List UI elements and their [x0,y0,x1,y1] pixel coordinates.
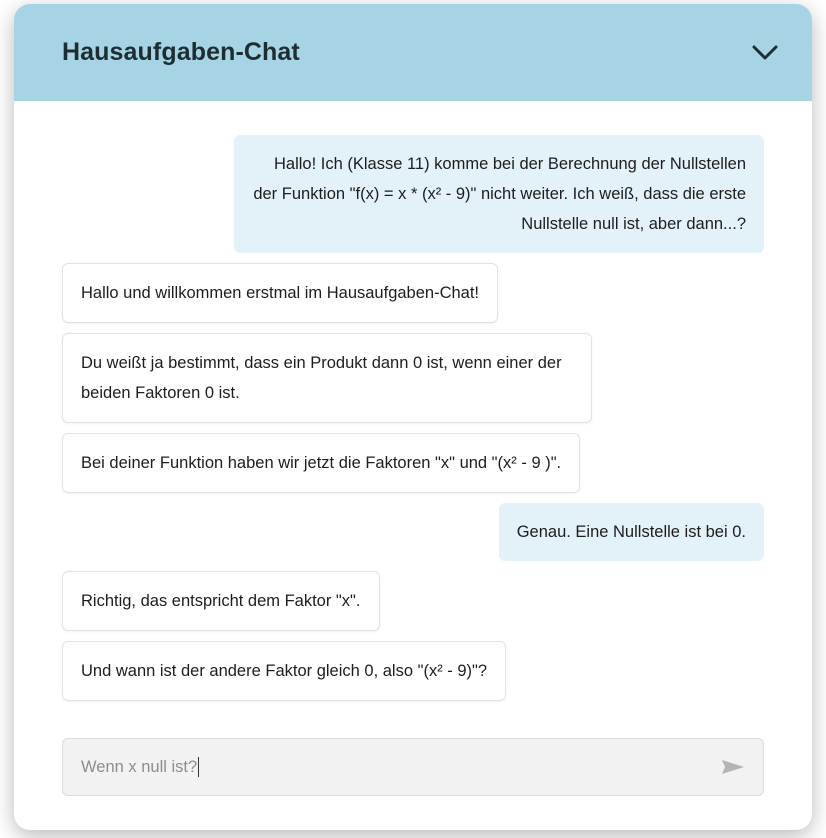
message-row [62,503,764,561]
message-row [62,135,764,253]
chat-bubble-bot: Richtig, das entspricht dem Faktor "x". [62,571,380,631]
message-list[interactable] [14,101,812,720]
message-row [62,263,764,323]
message-row [62,641,764,701]
message-input[interactable] [62,738,764,796]
chat-bubble-bot: Hallo und willkommen erstmal im Hausaufgaben-Chat! [62,263,498,323]
composer-area [14,720,812,830]
message-row [62,333,764,423]
chevron-down-icon[interactable] [748,36,782,70]
chat-bubble-bot: Du weißt ja bestimmt, dass ein Produkt dann 0 ist, wenn einer der beiden Faktoren 0 ist. [62,333,592,423]
chat-header [14,4,812,101]
chat-window [14,4,812,830]
text-caret [198,757,199,777]
send-arrow-icon[interactable] [717,751,749,783]
chat-bubble-bot: Und wann ist der andere Faktor gleich 0, also "(x² - 9)"? [62,641,506,701]
chat-bubble-user: Genau. Eine Nullstelle ist bei 0. [499,503,764,561]
chat-bubble-user: Hallo! Ich (Klasse 11) komme bei der Berechnung der Nullstellen der Funktion "f(x) = x * (x² - 9)" nicht weiter. Ich weiß, dass die erste Nullstelle null ist, aber dann...? [234,135,764,253]
page-title: Hausaufgaben-Chat [62,38,300,66]
chat-bubble-bot: Bei deiner Funktion haben wir jetzt die Faktoren "x" und "(x² - 9 )". [62,433,580,493]
message-row [62,571,764,631]
message-input-value[interactable]: Wenn x null ist? [81,757,198,776]
message-row [62,433,764,493]
